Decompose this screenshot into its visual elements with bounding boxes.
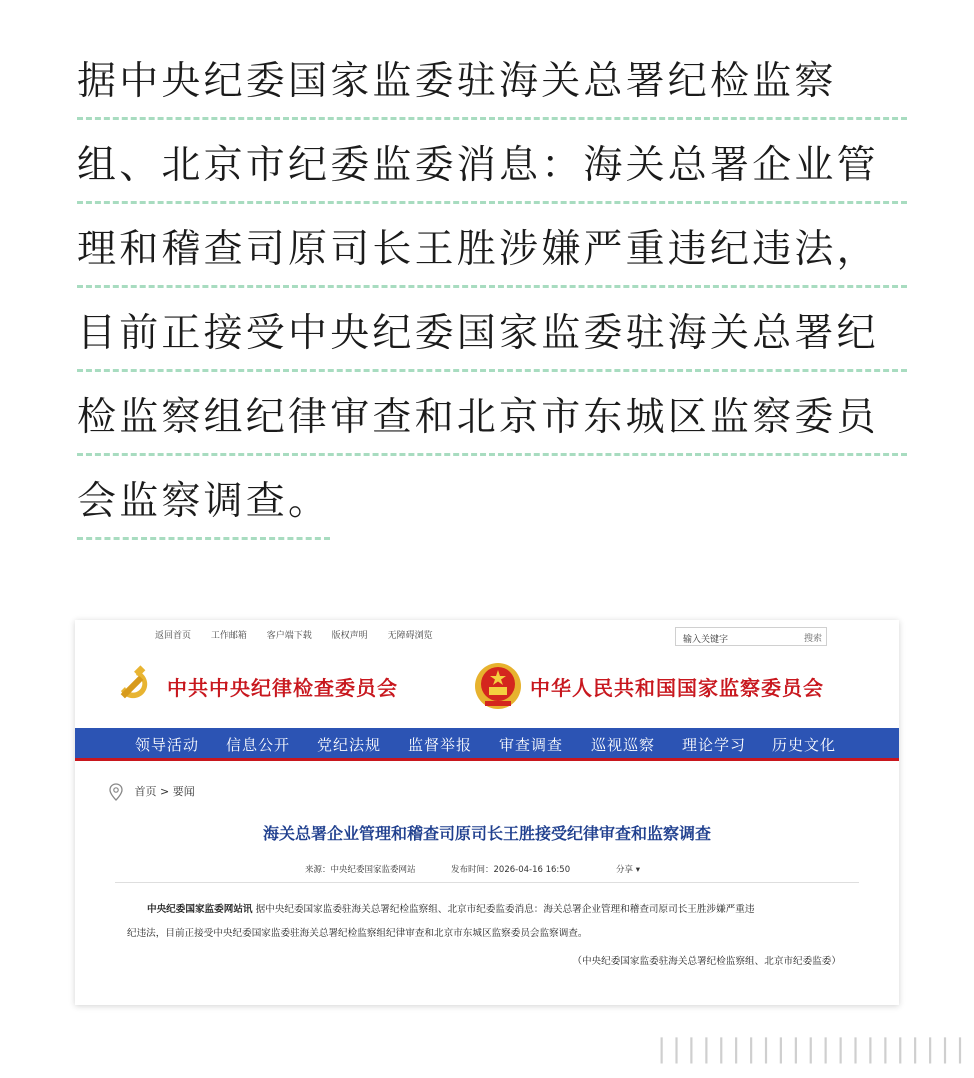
nav-item[interactable]: 党纪法规	[317, 736, 382, 754]
article-text	[77, 46, 907, 550]
news-body	[127, 898, 847, 946]
news-body-line: 纪违法，目前正接受中央纪委国家监委驻海关总署纪检监察组纪律审查和北京市东城区监察委员会监察调查。	[127, 928, 588, 939]
news-body-line: 据中央纪委国家监委驻海关总署纪检监察组、北京市纪委监委消息：海关总署企业管理和稽查司原司长王胜涉嫌严重违	[252, 904, 755, 915]
article-line: 组、北京市纪委监委消息：海关总署企业管	[77, 130, 907, 214]
party-emblem-icon	[113, 665, 155, 707]
article-line: 理和稽查司原司长王胜涉嫌严重违纪违法，	[77, 214, 907, 298]
nav-item[interactable]: 信息公开	[226, 736, 291, 754]
news-source: 来源：中央纪委国家监委网站	[305, 865, 416, 875]
breadcrumb	[109, 783, 195, 801]
news-time: 发布时间：2026-04-16 16:50	[451, 865, 571, 875]
nav-item[interactable]: 监督举报	[408, 736, 473, 754]
nav-item[interactable]: 理论学习	[682, 736, 747, 754]
top-link-copyright[interactable]: 版权声明	[331, 631, 368, 641]
news-title: 海关总署企业管理和稽查司原司长王胜接受纪律审查和监察调查	[262, 824, 711, 843]
article-line: 会监察调查。	[77, 466, 330, 550]
site-title-nsc: 中华人民共和国国家监察委员会	[530, 676, 824, 700]
share-button[interactable]: 分享 ▾	[616, 865, 640, 875]
nav-item[interactable]: 领导活动	[135, 736, 200, 754]
location-pin-icon	[109, 783, 123, 801]
national-emblem-icon	[473, 661, 523, 711]
nav-item[interactable]: 历史文化	[772, 736, 837, 754]
site-header	[75, 655, 899, 727]
top-link-mail[interactable]: 工作邮箱	[210, 631, 247, 641]
search-input[interactable]	[675, 627, 827, 646]
search-button[interactable]: 搜索	[803, 634, 822, 644]
breadcrumb-text[interactable]: 首页 > 要闻	[134, 785, 195, 798]
nav-item[interactable]: 巡视巡察	[591, 736, 656, 754]
search-placeholder: 输入关键字	[683, 635, 729, 645]
article-line: 据中央纪委国家监委驻海关总署纪检监察	[77, 46, 907, 130]
main-nav	[75, 728, 899, 761]
website-screenshot	[75, 620, 899, 1005]
news-signoff: （中央纪委国家监委驻海关总署纪检监察组、北京市纪委监委）	[572, 956, 841, 967]
article-line: 目前正接受中央纪委国家监委驻海关总署纪	[77, 298, 907, 382]
nav-item[interactable]: 审查调查	[499, 736, 564, 754]
top-link-home[interactable]: 返回首页	[155, 631, 192, 641]
top-links	[155, 628, 450, 641]
divider	[115, 882, 859, 883]
top-link-client[interactable]: 客户端下载	[266, 631, 312, 641]
news-lead: 中央纪委国家监委网站讯	[147, 904, 253, 915]
watermark-icon: ▏▏▏▏▏▏▏▏▏▏▏▏▏▏▏▏▏▏▏▏▏	[660, 1039, 974, 1064]
article-line: 检监察组纪律审查和北京市东城区监察委员	[77, 382, 907, 466]
site-title-ccdi: 中共中央纪律检查委员会	[167, 676, 398, 700]
top-link-accessibility[interactable]: 无障碍浏览	[387, 631, 433, 641]
